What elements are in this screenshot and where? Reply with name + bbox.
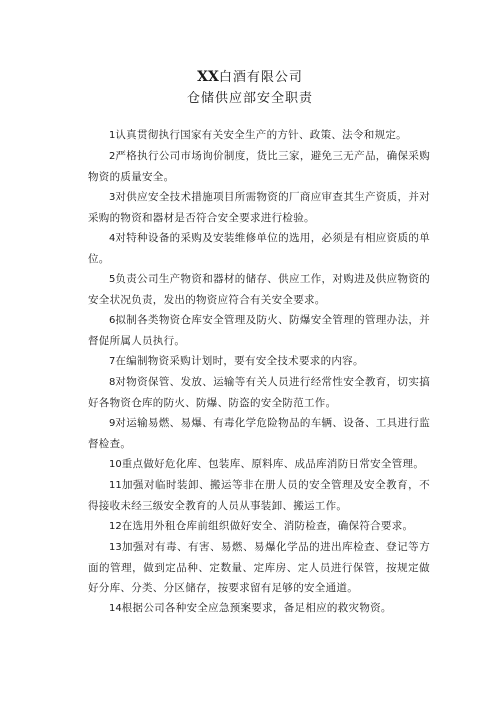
- item-number: 7: [109, 356, 116, 367]
- item-number: 4: [109, 233, 116, 244]
- item-number: 12: [109, 521, 122, 532]
- document-subtitle: 仓储供应部安全职责: [186, 91, 313, 106]
- list-item: [88, 537, 430, 598]
- list-item: [88, 146, 430, 187]
- list-item: [88, 516, 430, 537]
- list-item: [88, 475, 430, 516]
- item-number: 5: [109, 274, 116, 285]
- item-text: 对运输易燃、易爆、有毒化学危险物品的车辆、设备、工具进行监督检查。: [88, 417, 430, 450]
- item-number: 13: [109, 542, 122, 553]
- item-text: 加强对有毒、有害、易燃、易爆化学品的进出库检查、登记等方面的管理，做到定品种、定数量、定库房、定人员进行保管，按规定做好分库、分类、分区储存，按要求留有足够的安全通道。: [88, 541, 430, 594]
- list-item: [88, 454, 430, 475]
- document-body: [88, 125, 430, 619]
- item-number: 14: [109, 603, 122, 614]
- item-number: 1: [109, 130, 116, 141]
- item-text: 对物资保管、发放、运输等有关人员进行经常性安全教育，切实搞好各物资仓库的防火、防爆、防盗的安全防范工作。: [88, 376, 430, 409]
- list-item: [88, 598, 430, 619]
- list-item: [88, 310, 430, 351]
- list-item: [88, 125, 430, 146]
- item-text: 对供应安全技术措施项目所需物资的厂商应审查其生产资质，并对采购的物资和器材是否符合安全要求进行检验。: [88, 191, 430, 224]
- item-number: 3: [109, 192, 116, 203]
- item-number: 11: [109, 480, 122, 491]
- list-item: [88, 269, 430, 310]
- item-text: 重点做好危化库、包装库、原料库、成品库消防日常安全管理。: [121, 458, 425, 470]
- item-text: 在编制物资采购计划时，要有安全技术要求的内容。: [115, 355, 364, 367]
- item-number: 10: [109, 459, 122, 470]
- document-header: [0, 68, 500, 109]
- list-item: [88, 372, 430, 413]
- item-number: 9: [109, 418, 116, 429]
- item-text: 对特种设备的采购及安装维修单位的选用，必须是有相应资质的单位。: [88, 232, 430, 265]
- item-text: 负责公司生产物资和器材的储存、供应工作，对购进及供应物资的安全状况负责，发出的物资应符合有关安全要求。: [88, 273, 430, 306]
- item-number: 8: [109, 377, 116, 388]
- list-item: [88, 351, 430, 372]
- list-item: [88, 413, 430, 454]
- item-number: 2: [109, 151, 116, 162]
- item-text: 认真贯彻执行国家有关安全生产的方针、政策、法令和规定。: [115, 129, 407, 141]
- title-prefix: XX: [197, 69, 219, 85]
- list-item: [88, 228, 430, 269]
- item-text: 在选用外租仓库前组织做好安全、消防检查，确保符合要求。: [121, 520, 414, 532]
- item-text: 根据公司各种安全应急预案要求，备足相应的救灾物资。: [121, 602, 392, 614]
- item-text: 加强对临时装卸、搬运等非在册人员的安全管理及安全教育，不得接收未经三级安全教育的人员从事装卸、搬运工作。: [88, 479, 430, 512]
- list-item: [88, 187, 430, 228]
- document-title: [0, 68, 500, 87]
- item-number: 6: [109, 315, 116, 326]
- title-company: 白酒有限公司: [218, 70, 303, 85]
- item-text: 严格执行公司市场询价制度，货比三家，避免三无产品，确保采购物资的质量安全。: [88, 150, 430, 183]
- item-text: 拟制各类物资仓库安全管理及防火、防爆安全管理的管理办法，并督促所属人员执行。: [88, 314, 430, 347]
